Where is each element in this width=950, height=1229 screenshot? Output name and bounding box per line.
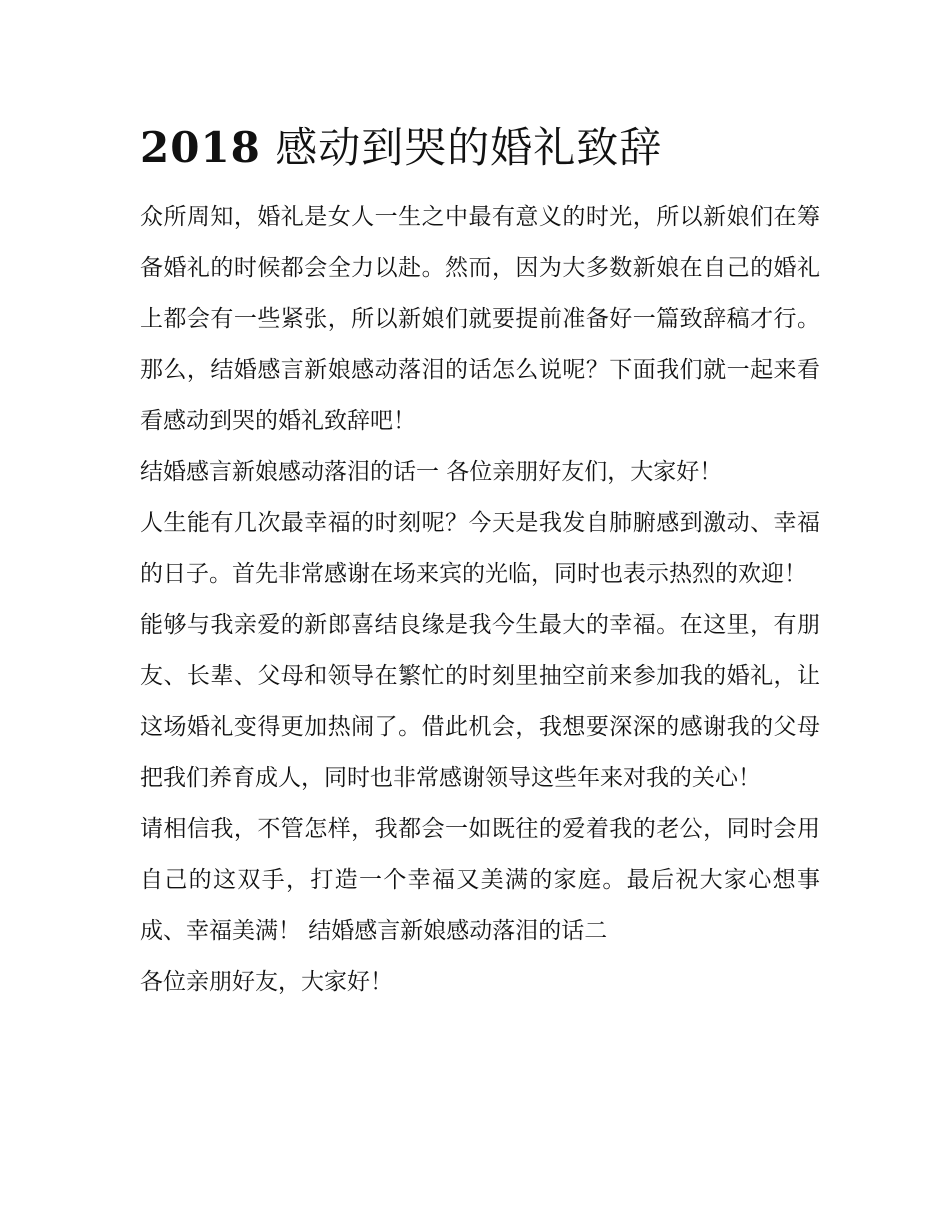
- paragraph-speech-one-heading: 结婚感言新娘感动落泪的话一 各位亲朋好友们，大家好！: [140, 459, 723, 485]
- paragraph-intro: 众所周知，婚礼是女人一生之中最有意义的时光，所以新娘们在筹备婚礼的时候都会全力以赴。然而，因为大多数新娘在自己的婚礼上都会有一些紧张，所以新娘们就要提前准备好一篇致辞稿才行。那么，结婚感言新娘感动落泪的话怎么说呢？下面我们就一起来看看感动到哭的婚礼致辞吧！: [140, 204, 820, 434]
- paragraph-speech-two-greeting: 各位亲朋好友，大家好！: [140, 969, 393, 995]
- title-year: 2018: [140, 123, 261, 172]
- document-body: [140, 192, 820, 1008]
- paragraph-happiest-moment: 人生能有几次最幸福的时刻呢？今天是我发自肺腑感到激动、幸福的日子。首先非常感谢在场来宾的光临，同时也表示热烈的欢迎！: [140, 510, 820, 587]
- paragraph-promise: 请相信我，不管怎样，我都会一如既往的爱着我的老公，同时会用自己的这双手，打造一个幸福又美满的家庭。最后祝大家心想事成、幸福美满！ 结婚感言新娘感动落泪的话二: [140, 816, 820, 944]
- paragraph-thanks: 能够与我亲爱的新郎喜结良缘是我今生最大的幸福。在这里，有朋友、长辈、父母和领导在繁忙的时刻里抽空前来参加我的婚礼，让这场婚礼变得更加热闹了。借此机会，我想要深深的感谢我的父母把我们养育成人，同时也非常感谢领导这些年来对我的关心！: [140, 612, 820, 791]
- title-text: 感动到哭的婚礼致辞: [275, 123, 663, 172]
- document-page: [140, 112, 820, 1008]
- document-title: [140, 112, 820, 184]
